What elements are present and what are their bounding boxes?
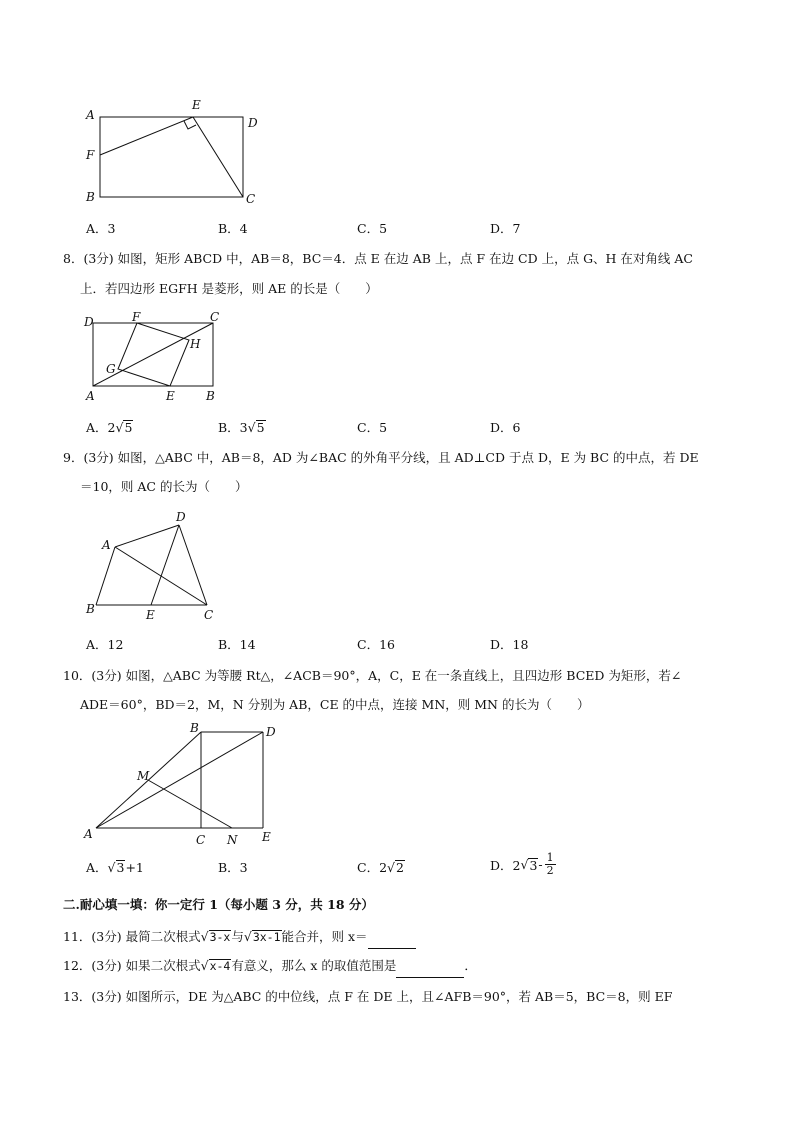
- q9-segment-ad: [115, 525, 179, 547]
- q7-option-c[interactable]: C．5: [357, 221, 388, 236]
- sqrt-symbol: √: [243, 929, 252, 944]
- q8-label-g: G: [106, 362, 116, 376]
- q10-option-a-letter: A．: [86, 860, 108, 875]
- q11-text-post: 能合并，则 x＝: [281, 929, 368, 944]
- q7-right-angle-mark: [184, 121, 196, 129]
- q9-stem-line2: ＝10，则 AC 的长为（ ）: [80, 479, 248, 494]
- q11-text-pre: 11．(3分) 最简二次根式: [63, 929, 201, 944]
- q10-option-d-radicand: 3: [529, 857, 538, 873]
- q8-label-d: D: [84, 315, 94, 329]
- q7-option-b[interactable]: B．4: [218, 221, 248, 236]
- fraction-numerator: 1: [546, 851, 554, 864]
- q7-option-a[interactable]: A．3: [86, 221, 116, 236]
- q9-label-e: E: [146, 608, 155, 622]
- q8-label-h: H: [190, 337, 201, 351]
- q9-figure: [80, 505, 230, 625]
- q7-label-e: E: [192, 98, 201, 112]
- sqrt-symbol: √: [200, 929, 209, 944]
- q12-text-pre: 12．(3分) 如果二次根式: [63, 958, 201, 973]
- q9-label-c: C: [204, 608, 214, 622]
- sqrt-symbol: √: [247, 420, 256, 435]
- q10-figure: [80, 718, 280, 848]
- q12-radicand: x-4: [209, 959, 231, 973]
- q7-label-f: F: [86, 148, 95, 162]
- q10-option-a[interactable]: [86, 858, 144, 876]
- q8-option-b[interactable]: [218, 418, 266, 436]
- q10-option-d[interactable]: [490, 852, 556, 877]
- q9-label-d: D: [176, 510, 186, 524]
- q8-option-a-radicand: 5: [124, 420, 133, 435]
- q8-option-a[interactable]: [86, 418, 133, 436]
- q12-answer-blank[interactable]: [396, 955, 464, 978]
- q10-label-a: A: [84, 827, 93, 841]
- q10-segment-mn: [148, 780, 232, 828]
- q11-answer-blank[interactable]: [368, 926, 416, 949]
- q10-label-b: B: [190, 721, 199, 735]
- q10-label-d: D: [266, 725, 276, 739]
- q8-option-a-coef: A．2: [86, 420, 116, 435]
- q8-diagonal-ac: [93, 323, 213, 386]
- q10-segment-ad: [96, 732, 263, 828]
- q10-label-n: N: [227, 833, 238, 847]
- q7-label-c: C: [246, 192, 256, 206]
- sqrt-symbol: √: [115, 420, 124, 435]
- q10-option-d-fraction: [545, 852, 556, 877]
- q8-option-c[interactable]: C．5: [357, 420, 388, 435]
- q8-stem-line2: 上．若四边形 EGFH 是菱形，则 AE 的长是（ ）: [80, 281, 378, 296]
- q10-stem-line1: 10．(3分) 如图，△ABC 为等腰 Rt△，∠ACB＝90°，A，C，E 在一条直线上，且四边形 BCED 为矩形，若∠: [63, 668, 682, 683]
- q7-figure: [80, 95, 270, 210]
- q11-text-mid: 与: [231, 929, 244, 944]
- q9-stem-line1: 9．(3分) 如图，△ABC 中，AB＝8，AD 为∠BAC 的外角平分线，且 AD⊥CD 于点 D，E 为 BC 的中点，若 DE: [63, 450, 699, 465]
- q13-stem: 13．(3分) 如图所示，DE 为△ABC 的中位线，点 F 在 DE 上，且∠AFB＝90°，若 AB＝5，BC＝8，则 EF: [63, 989, 673, 1004]
- q11-radicand-2: 3x-1: [252, 930, 281, 944]
- q9-option-b[interactable]: B．14: [218, 637, 256, 652]
- q7-label-d: D: [248, 116, 258, 130]
- q8-option-d[interactable]: D．6: [490, 420, 521, 435]
- q10-option-b[interactable]: B．3: [218, 860, 248, 875]
- q8-label-b: B: [206, 389, 215, 403]
- q8-option-b-radicand: 5: [256, 420, 265, 435]
- sqrt-symbol: √: [387, 860, 395, 875]
- q7-label-a: A: [86, 108, 95, 122]
- sqrt-symbol: √: [200, 958, 209, 973]
- q8-label-a: A: [86, 389, 95, 403]
- q9-option-d[interactable]: D．18: [490, 637, 529, 652]
- q8-label-f: F: [132, 310, 141, 324]
- section-2-title: 二.耐心填一填：你一定行 1（每小题 3 分，共 18 分）: [63, 897, 374, 912]
- q12-stem: [63, 955, 743, 978]
- q10-option-c[interactable]: [357, 858, 405, 876]
- q12-text-end: ．: [464, 958, 477, 973]
- q10-label-c: C: [196, 833, 206, 847]
- q7-label-b: B: [86, 190, 95, 204]
- q8-figure: [80, 310, 230, 405]
- q10-option-a-suffix: +1: [125, 860, 144, 875]
- q10-option-d-coef: D．2: [490, 857, 521, 873]
- q9-option-c[interactable]: C．16: [357, 637, 395, 652]
- q8-label-e: E: [166, 389, 175, 403]
- q7-rectangle: [100, 117, 243, 197]
- fraction-denominator: 2: [546, 864, 554, 877]
- q12-text-post: 有意义，那么 x 的取值范围是: [231, 958, 397, 973]
- q9-segment-dc: [179, 525, 207, 605]
- q10-stem-line2: ADE＝60°，BD＝2，M，N 分别为 AB，CE 的中点，连接 MN，则 MN 的长为（ ）: [80, 697, 590, 712]
- q9-segment-ab: [96, 547, 115, 605]
- q9-label-b: B: [86, 602, 95, 616]
- q10-option-c-coef: C．2: [357, 860, 388, 875]
- q10-label-m: M: [137, 769, 150, 783]
- sqrt-symbol: √: [107, 860, 116, 875]
- q7-segment-fe: [100, 117, 193, 155]
- q11-stem: [63, 926, 743, 949]
- q10-option-c-radicand: 2: [396, 860, 404, 875]
- q9-option-a[interactable]: A．12: [86, 637, 124, 652]
- q10-option-a-radicand: 3: [116, 860, 125, 875]
- q8-label-c: C: [210, 310, 220, 324]
- q9-label-a: A: [102, 538, 111, 552]
- sqrt-symbol: √: [520, 857, 529, 872]
- q7-segment-ec: [193, 117, 243, 197]
- q11-radicand-1: 3-x: [209, 930, 231, 944]
- q10-label-e: E: [262, 830, 271, 844]
- q10-option-d-minus: -: [538, 857, 543, 872]
- q7-option-d[interactable]: D．7: [490, 221, 521, 236]
- q8-stem-line1: 8．(3分) 如图，矩形 ABCD 中，AB＝8，BC＝4．点 E 在边 AB 上，点 F 在边 CD 上，点 G、H 在对角线 AC: [63, 251, 693, 266]
- q8-option-b-coef: B．3: [218, 420, 248, 435]
- q9-segment-de: [151, 525, 179, 605]
